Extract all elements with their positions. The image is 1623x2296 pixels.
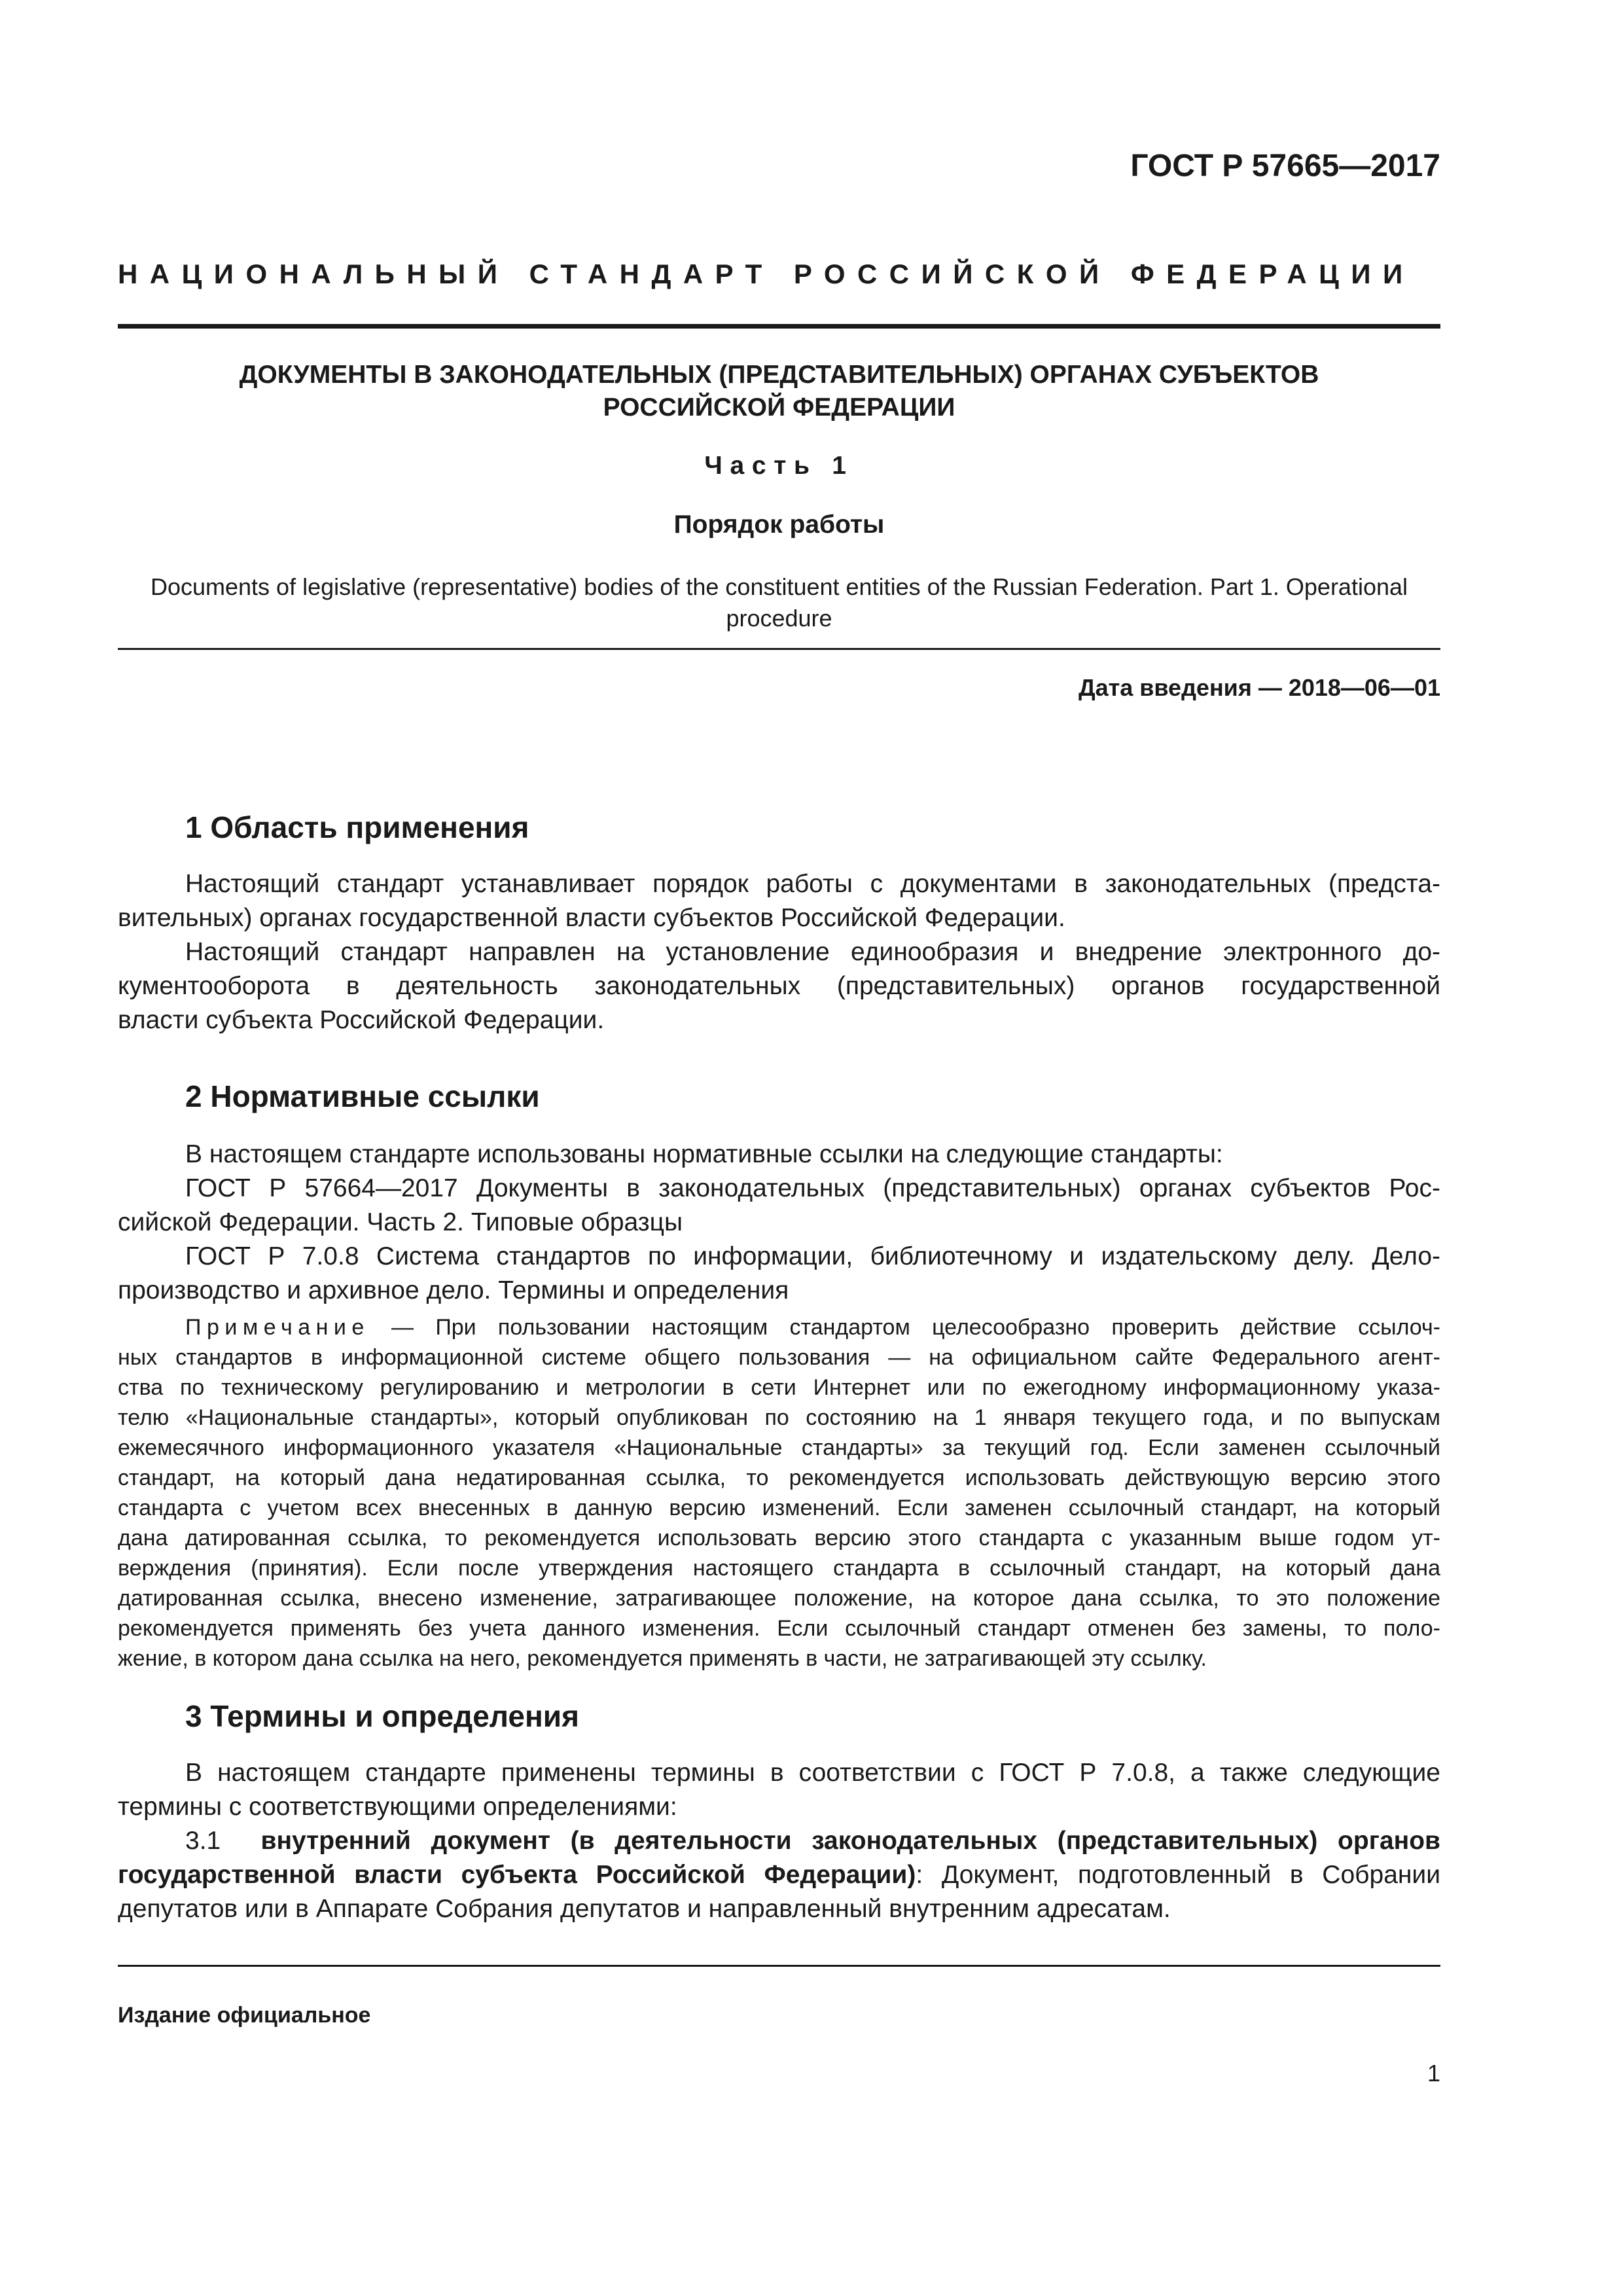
english-title: [118, 571, 1440, 634]
national-standard-banner: НАЦИОНАЛЬНЫЙ СТАНДАРТ РОССИЙСКОЙ ФЕДЕРАЦИИ: [118, 259, 1415, 289]
section-3-intro: [118, 1756, 1440, 1824]
note-line: стандарт, на который дана недатированная ссылка, то рекомендуется использовать действующую версию этого: [118, 1465, 1440, 1490]
note-label: Примечание: [185, 1315, 370, 1340]
document-subtitle: Порядок работы: [673, 511, 885, 539]
paragraph-line: термины с соответствующими определениями:: [118, 1793, 677, 1821]
note-text: — При пользовании настоящим стандартом целесообразно проверить действие ссылоч-: [369, 1315, 1440, 1340]
document-code: ГОСТ Р 57665—2017: [1130, 149, 1440, 183]
part-label: Часть 1: [704, 452, 854, 480]
introduction-date: Дата введения — 2018—06—01: [1078, 674, 1440, 701]
official-edition-label: Издание официальное: [118, 2003, 371, 2028]
note-line: жение, в котором дана ссылка на него, рекомендуется применять в части, не затрагивающей эту ссылку.: [118, 1646, 1207, 1671]
paragraph-line: [118, 1858, 1440, 1892]
note-line: стандарта с учетом всех внесенных в данную версию изменений. Если заменен ссылочный стандарт, на который: [118, 1496, 1440, 1520]
note-line: дана датированная ссылка, то рекомендуется использовать версию этого стандарта с указанным выше годом ут-: [118, 1526, 1440, 1551]
english-title-line: Documents of legislative (representative) bodies of the constituent entities of the Russian Federation. Part 1. Operational: [150, 573, 1408, 600]
note-line: ных стандартов в информационной системе общего пользования — на официальном сайте Федерального агент-: [118, 1345, 1440, 1370]
paragraph-line: Настоящий стандарт направлен на установление единообразия и внедрение электронного до-: [185, 938, 1440, 966]
term-definition: : Документ, подготовленный в Собрании: [916, 1861, 1440, 1889]
section-1-paragraph-2: [118, 935, 1440, 1037]
reference-gost-7-0-8: [118, 1240, 1440, 1308]
paragraph-line: [118, 1824, 1440, 1858]
footer-divider: [118, 1965, 1440, 1967]
title-line: РОССИЙСКОЙ ФЕДЕРАЦИИ: [603, 393, 955, 422]
note-line: ежемесячного информационного указателя «Национальные стандарты» за текущий год. Если заменен ссылочный: [118, 1435, 1440, 1460]
paragraph-line: ГОСТ Р 57664—2017 Документы в законодательных (представительных) органах субъектов Рос-: [185, 1174, 1440, 1202]
paragraph-line: ГОСТ Р 7.0.8 Система стандартов по информации, библиотечному и издательскому делу. Дело-: [185, 1242, 1440, 1270]
term-number: 3.1: [185, 1827, 221, 1855]
section-3-heading: 3 Термины и определения: [185, 1699, 579, 1733]
note-line: датированная ссылка, внесено изменение, затрагивающее положение, на которое дана ссылка, то это положение: [118, 1586, 1440, 1611]
title-line: ДОКУМЕНТЫ В ЗАКОНОДАТЕЛЬНЫХ (ПРЕДСТАВИТЕЛЬНЫХ) ОРГАНАХ СУБЪЕКТОВ: [239, 361, 1319, 389]
note-line: верждения (принятия). Если после утверждения настоящего стандарта в ссылочный стандарт, на который дана: [118, 1556, 1440, 1581]
section-1-paragraph-1: [118, 867, 1440, 935]
paragraph-line: депутатов или в Аппарате Собрания депутатов и направленный внутренним адресатам.: [118, 1895, 1171, 1923]
paragraph-line: В настоящем стандарте применены термины в соответствии с ГОСТ Р 7.0.8, а также следующие: [185, 1759, 1440, 1787]
section-1-heading: 1 Область применения: [185, 810, 529, 844]
note-line: телю «Национальные стандарты», который опубликован по состоянию на 1 января текущего года, и по выпускам: [118, 1405, 1440, 1430]
paragraph-line: В настоящем стандарте использованы нормативные ссылки на следующие стандарты:: [185, 1140, 1223, 1168]
reference-gost-57664: [118, 1172, 1440, 1240]
note-block: [118, 1312, 1440, 1674]
paragraph-line: кументооборота в деятельность законодательных (представительных) органов государственной: [118, 972, 1440, 1000]
note-line: рекомендуется применять без учета данного изменения. Если ссылочный стандарт отменен без замены, то поло-: [118, 1616, 1440, 1641]
section-2-heading: 2 Нормативные ссылки: [185, 1079, 540, 1113]
term-3-1: [118, 1824, 1440, 1926]
note-line: [118, 1312, 1440, 1342]
note-line: ства по техническому регулированию и метрологии в сети Интернет или по ежегодному информационному указа-: [118, 1375, 1440, 1400]
paragraph-line: сийской Федерации. Часть 2. Типовые образцы: [118, 1208, 683, 1236]
header-divider: [118, 324, 1440, 329]
page-number: 1: [1427, 2060, 1440, 2087]
section-2-intro: [118, 1138, 1440, 1172]
paragraph-line: Настоящий стандарт устанавливает порядок работы с документами в законодательных (предста-: [185, 870, 1440, 898]
paragraph-line: власти субъекта Российской Федерации.: [118, 1006, 605, 1034]
document-title: [118, 359, 1440, 424]
title-divider: [118, 648, 1440, 650]
paragraph-line: вительных) органах государственной власти субъектов Российской Федерации.: [118, 904, 1065, 932]
paragraph-line: производство и архивное дело. Термины и определения: [118, 1276, 789, 1304]
term-name: государственной власти субъекта Российской Федерации): [118, 1861, 916, 1889]
english-title-line: procedure: [726, 605, 832, 632]
term-name: внутренний документ (в деятельности законодательных (представительных) органов: [260, 1827, 1440, 1855]
